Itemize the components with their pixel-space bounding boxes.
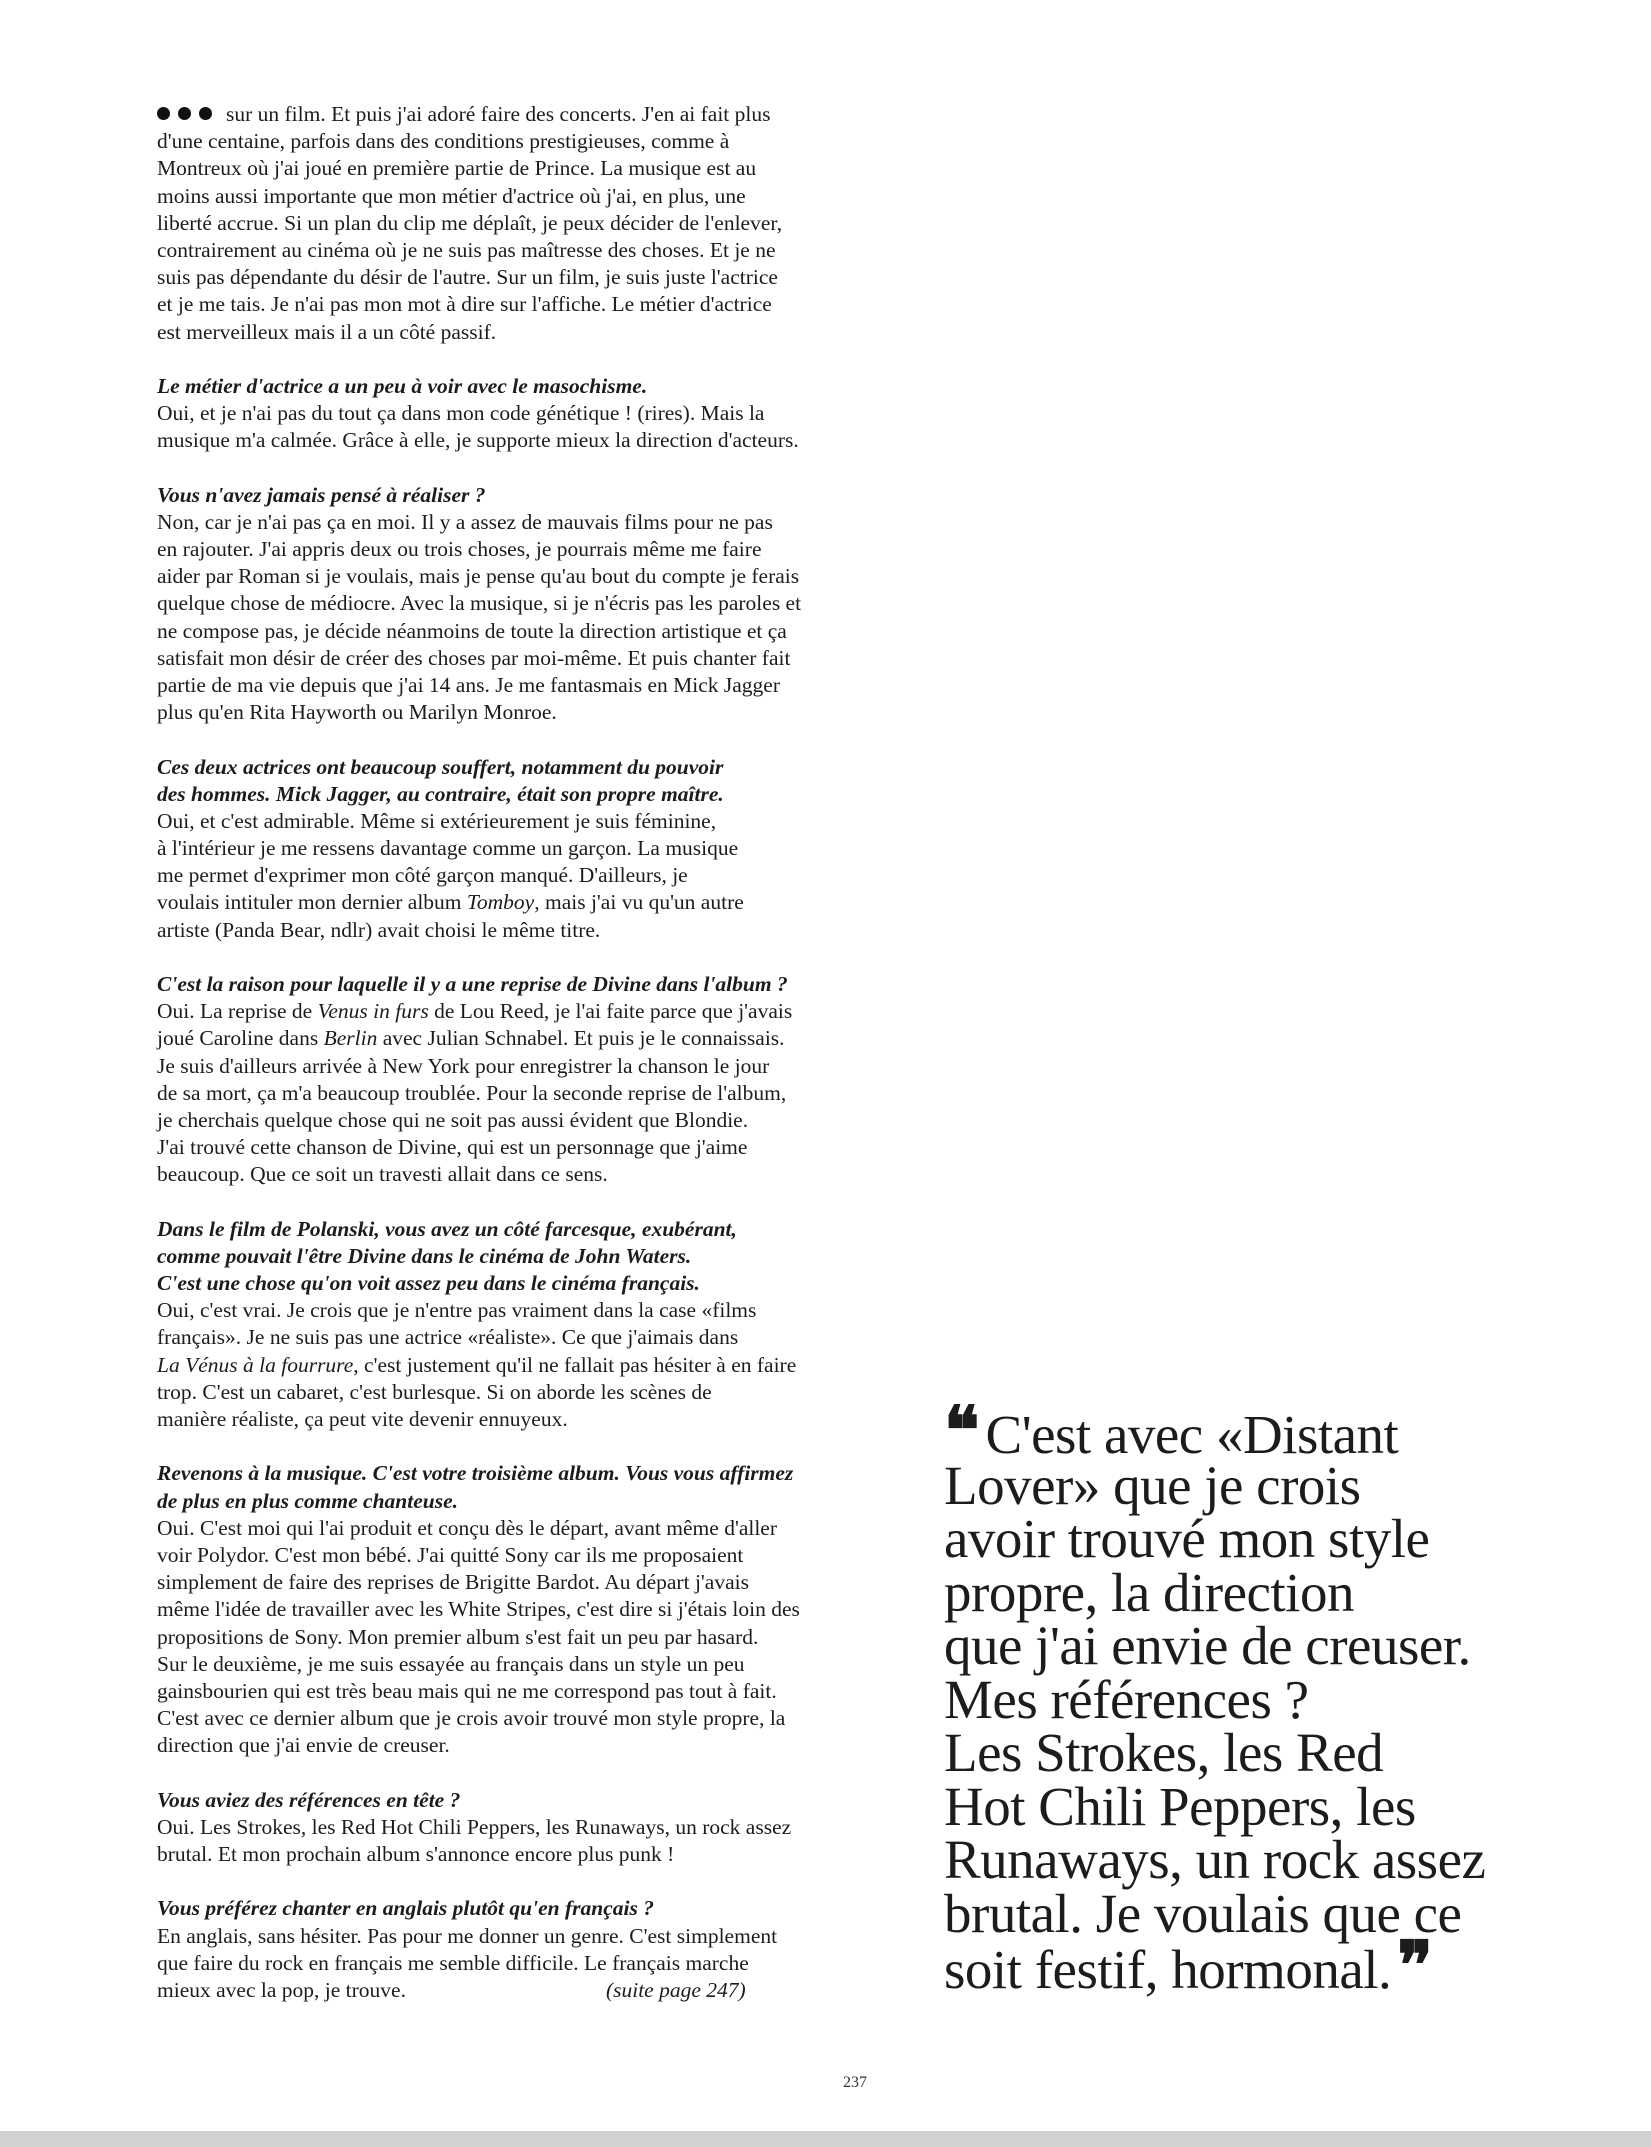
- open-quote-icon: ❝: [944, 1395, 974, 1468]
- pull-quote-line: avoir trouvé mon style: [944, 1508, 1430, 1569]
- question-line: C'est une chose qu'on voit assez peu dans le cinéma français.: [157, 1271, 700, 1296]
- text-line: en rajouter. J'ai appris deux ou trois choses, je pourrais même me faire: [157, 537, 762, 561]
- text-line: gainsbourien qui est très beau mais qui ne me correspond pas tout à fait.: [157, 1678, 777, 1703]
- work-title: Berlin: [323, 1026, 378, 1051]
- continuation-bullets-icon: [157, 101, 220, 128]
- pull-quote-line: Mes références ?: [944, 1668, 1309, 1730]
- text-line: moins aussi importante que mon métier d'actrice où j'ai, en plus, une: [157, 183, 746, 208]
- text-line: Montreux où j'ai joué en première partie de Prince. La musique est au: [157, 156, 757, 181]
- text-line: Oui, c'est vrai. Je crois que je n'entre pas vraiment dans la case «films: [157, 1298, 757, 1323]
- text-line: artiste (Panda Bear, ndlr) avait choisi le même titre.: [157, 917, 601, 942]
- text-line: direction que j'ai envie de creuser.: [157, 1733, 450, 1758]
- question-line: Le métier d'actrice a un peu à voir avec le masochisme.: [157, 373, 648, 398]
- continuation-reference: (suite page 247): [605, 1977, 746, 2002]
- question-line: comme pouvait l'être Divine dans le cinéma de John Waters.: [157, 1243, 692, 1268]
- text-line: Oui, et c'est admirable. Même si extérieurement je suis féminine,: [157, 808, 717, 833]
- text-line: d'une centaine, parfois dans des conditions prestigieuses, comme à: [157, 129, 730, 154]
- scan-edge-band: [0, 2131, 1651, 2147]
- text-line: liberté accrue. Si un plan du clip me déplaît, je peux décider de l'enlever,: [157, 210, 783, 235]
- text-line: trop. C'est un cabaret, c'est burlesque. Si on aborde les scènes de: [157, 1379, 712, 1404]
- pull-quote-line: soit festif, hormonal.❞: [944, 1930, 1427, 2003]
- pull-quote-line: que j'ai envie de creuser.: [944, 1615, 1471, 1676]
- text-line: quelque chose de médiocre. Avec la musique, si je n'écris pas les paroles et: [157, 591, 802, 616]
- close-quote-icon: ❞: [1397, 1930, 1427, 2003]
- question-line: Vous préférez chanter en anglais plutôt qu'en français ?: [157, 1896, 654, 1921]
- text-line: J'ai trouvé cette chanson de Divine, qui est un personnage que j'aime: [157, 1135, 748, 1160]
- text-line: ne compose pas, je décide néanmoins de toute la direction artistique et ça: [157, 618, 787, 643]
- question-line: Ces deux actrices ont beaucoup souffert, notamment du pouvoir: [157, 754, 724, 779]
- text-line: voulais intituler mon dernier album Tomboy, mais j'ai vu qu'un autre: [157, 890, 744, 915]
- text-line: contrairement au cinéma où je ne suis pas maîtresse des choses. Et je ne: [157, 237, 776, 262]
- text-line: me permet d'exprimer mon côté garçon manqué. D'ailleurs, je: [157, 863, 688, 888]
- text-line: à l'intérieur je me ressens davantage comme un garçon. La musique: [157, 836, 739, 861]
- text-line: est merveilleux mais il a un côté passif.: [157, 319, 497, 344]
- text-line: simplement de faire des reprises de Brigitte Bardot. Au départ j'avais: [157, 1570, 749, 1595]
- text-line: Non, car je n'ai pas ça en moi. Il y a assez de mauvais films pour ne pas: [157, 509, 773, 534]
- text-line: français». Je ne suis pas une actrice «réaliste». Ce que j'aimais dans: [157, 1325, 739, 1350]
- pull-quote-line: Runaways, un rock assez: [944, 1829, 1486, 1890]
- text-line: brutal. Et mon prochain album s'annonce encore plus punk !: [157, 1842, 675, 1866]
- question-line: Vous aviez des références en tête ?: [157, 1787, 461, 1812]
- text-line: Oui. C'est moi qui l'ai produit et conçu dès le départ, avant même d'aller: [157, 1515, 778, 1540]
- pull-quote-line: propre, la direction: [944, 1561, 1354, 1623]
- text-line: Oui. La reprise de Venus in furs de Lou Reed, je l'ai faite parce que j'avais: [157, 999, 793, 1024]
- text-line: musique m'a calmée. Grâce à elle, je supporte mieux la direction d'acteurs.: [157, 428, 799, 453]
- question-line: Vous n'avez jamais pensé à réaliser ?: [157, 482, 486, 507]
- pull-quote-line: Lover» que je crois: [944, 1454, 1361, 1516]
- text-line: La Vénus à la fourrure, c'est justement qu'il ne fallait pas hésiter à en faire: [157, 1352, 797, 1377]
- text-line: aider par Roman si je voulais, mais je pense qu'au bout du compte je ferais: [157, 564, 800, 589]
- question-line: Dans le film de Polanski, vous avez un côté farcesque, exubérant,: [157, 1216, 737, 1241]
- text-line: et je me tais. Je n'ai pas mon mot à dire sur l'affiche. Le métier d'actrice: [157, 292, 772, 317]
- question-line: C'est la raison pour laquelle il y a une reprise de Divine dans l'album ?: [157, 972, 788, 996]
- text-line: Oui, et je n'ai pas du tout ça dans mon code génétique ! (rires). Mais la: [157, 401, 765, 426]
- text-line: suis pas dépendante du désir de l'autre. Sur un film, je suis juste l'actrice: [157, 265, 778, 290]
- pull-quote-line: brutal. Je voulais que ce: [944, 1882, 1462, 1944]
- text-line: voir Polydor. C'est mon bébé. J'ai quitté Sony car ils me proposaient: [157, 1542, 744, 1567]
- text-line: de sa mort, ça m'a beaucoup troublée. Pour la seconde reprise de l'album,: [157, 1080, 787, 1105]
- text-line: propositions de Sony. Mon premier album s'est fait un peu par hasard.: [157, 1624, 759, 1649]
- pull-quote-line: Hot Chili Peppers, les: [944, 1775, 1416, 1837]
- text-line: plus qu'en Rita Hayworth ou Marilyn Monroe.: [157, 700, 557, 725]
- album-title: Tomboy: [466, 890, 535, 915]
- text-line: joué Caroline dans Berlin avec Julian Schnabel. Et puis je le connaissais.: [157, 1026, 785, 1051]
- page-number: 237: [843, 2074, 867, 2091]
- text-line: sur un film. Et puis j'ai adoré faire des concerts. J'en ai fait plus: [157, 101, 892, 128]
- pull-quote: [944, 1395, 1584, 2003]
- pull-quote-line: ❝ C'est avec «Distant: [944, 1395, 1399, 1468]
- text-line: je cherchais quelque chose qui ne soit pas aussi évident que Blondie.: [157, 1107, 749, 1132]
- question-line: des hommes. Mick Jagger, au contraire, était son propre maître.: [157, 781, 724, 806]
- text-line: beaucoup. Que ce soit un travesti allait dans ce sens.: [157, 1162, 608, 1187]
- text-line: En anglais, sans hésiter. Pas pour me donner un genre. C'est simplement: [157, 1923, 778, 1948]
- text-line: même l'idée de travailler avec les White Stripes, c'est dire si j'étais loin des: [157, 1597, 800, 1622]
- interview-column: [157, 101, 892, 2004]
- question-line: Revenons à la musique. C'est votre troisième album. Vous vous affirmez: [157, 1461, 794, 1486]
- pull-quote-line: Les Strokes, les Red: [944, 1722, 1384, 1783]
- song-title: Venus in furs: [317, 999, 429, 1024]
- text-line: mieux avec la pop, je trouve. (suite page 247): [157, 1977, 746, 2002]
- text-line: Oui. Les Strokes, les Red Hot Chili Peppers, les Runaways, un rock assez: [157, 1814, 792, 1839]
- text-line: partie de ma vie depuis que j'ai 14 ans. Je me fantasmais en Mick Jagger: [157, 672, 780, 697]
- text-line: Sur le deuxième, je me suis essayée au français dans un style un peu: [157, 1651, 745, 1676]
- text-line: satisfait mon désir de créer des choses par moi-même. Et puis chanter fait: [157, 645, 791, 670]
- film-title: La Vénus à la fourrure: [157, 1352, 354, 1377]
- question-line: de plus en plus comme chanteuse.: [157, 1488, 459, 1513]
- text-line: que faire du rock en français me semble difficile. Le français marche: [157, 1950, 749, 1975]
- text-line: manière réaliste, ça peut vite devenir ennuyeux.: [157, 1407, 568, 1431]
- text-line: C'est avec ce dernier album que je crois avoir trouvé mon style propre, la: [157, 1706, 786, 1731]
- text-line: Je suis d'ailleurs arrivée à New York pour enregistrer la chanson le jour: [157, 1053, 770, 1078]
